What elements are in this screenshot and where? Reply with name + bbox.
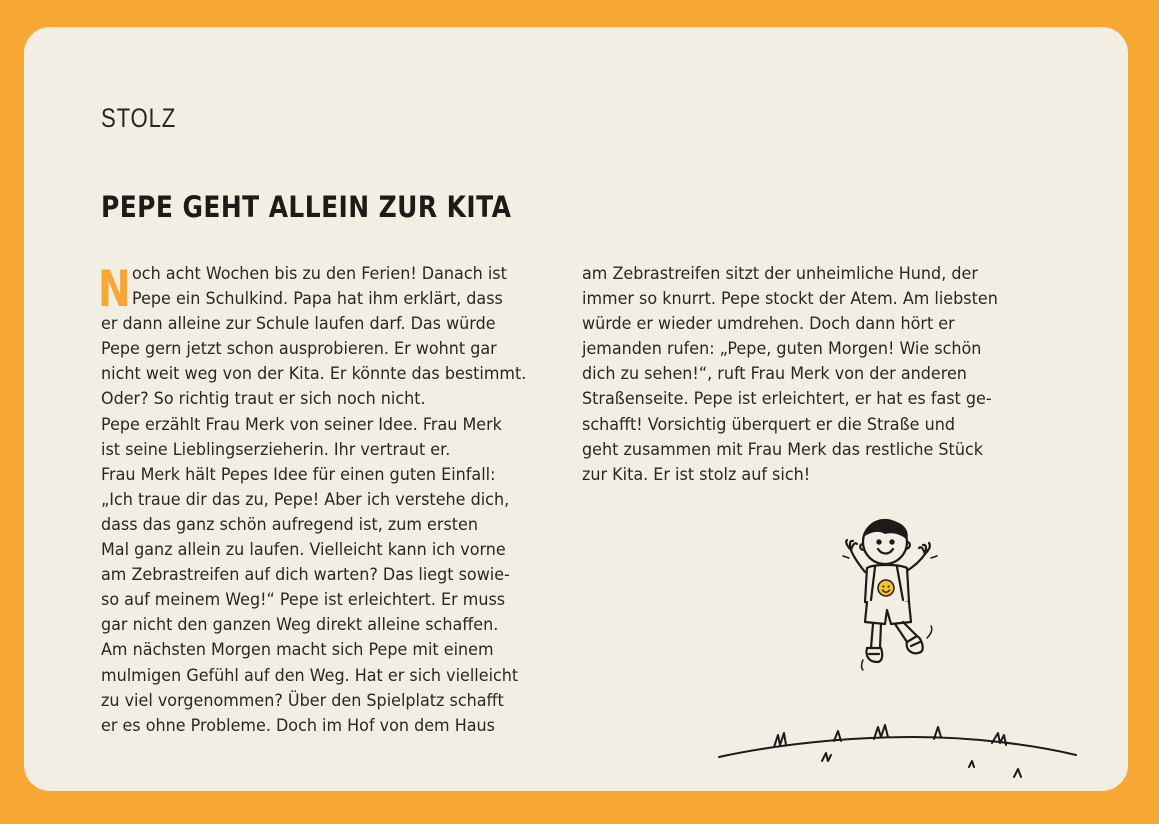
- text-line: immer so knurrt. Pepe stockt der Atem. Am liebsten: [582, 289, 998, 310]
- text-line: Oder? So richtig traut er sich noch nicht.: [101, 389, 426, 410]
- text-line: nicht weit weg von der Kita. Er könnte das bestimmt.: [101, 364, 527, 385]
- text-line: Pepe gern jetzt schon ausprobieren. Er wohnt gar: [101, 339, 497, 360]
- text-line: schafft! Vorsichtig überquert er die Straße und: [582, 414, 955, 435]
- drop-cap: N: [98, 260, 131, 318]
- text-line: am Zebrastreifen sitzt der unheimliche Hund, der: [582, 264, 978, 284]
- text-line: zu viel vorgenommen? Über den Spielplatz schafft: [101, 690, 504, 711]
- left-text-column: [101, 262, 571, 739]
- text-line: gar nicht den ganzen Weg direkt alleine schaffen.: [101, 615, 499, 636]
- text-line: och acht Wochen bis zu den Ferien! Danach ist: [132, 264, 507, 284]
- text-line: dass das ganz schön aufregend ist, zum ersten: [101, 514, 478, 535]
- category-label: STOLZ: [101, 103, 177, 133]
- text-line: Pepe erzählt Frau Merk von seiner Idee. Frau Merk: [101, 414, 502, 435]
- text-line: „Ich traue dir das zu, Pepe! Aber ich verstehe dich,: [101, 489, 510, 510]
- text-line: ist seine Lieblingserzieherin. Ihr vertraut er.: [101, 439, 451, 460]
- text-line: Pepe ein Schulkind. Papa hat ihm erklärt, dass: [132, 289, 503, 310]
- grass-ground-illustration: [714, 707, 1084, 787]
- text-line: er dann alleine zur Schule laufen darf. Das würde: [101, 314, 496, 335]
- text-line: Straßenseite. Pepe ist erleichtert, er hat es fast ge-: [582, 389, 992, 410]
- text-line: Frau Merk hält Pepes Idee für einen guten Einfall:: [101, 464, 496, 485]
- text-line: zur Kita. Er ist stolz auf sich!: [582, 464, 811, 485]
- text-line: er es ohne Probleme. Doch im Hof von dem Haus: [101, 715, 495, 736]
- right-text-column: [582, 262, 1052, 488]
- jumping-child-illustration: [829, 510, 949, 680]
- story-title: PEPE GEHT ALLEIN ZUR KITA: [101, 190, 512, 224]
- text-line: am Zebrastreifen auf dich warten? Das liegt sowie-: [101, 565, 510, 586]
- text-line: dich zu sehen!“, ruft Frau Merk von der anderen: [582, 364, 967, 385]
- text-line: geht zusammen mit Frau Merk das restliche Stück: [582, 439, 983, 460]
- text-line: so auf meinem Weg!“ Pepe ist erleichtert. Er muss: [101, 590, 506, 611]
- text-line: mulmigen Gefühl auf den Weg. Hat er sich vielleicht: [101, 665, 519, 686]
- text-line: Mal ganz allein zu laufen. Vielleicht kann ich vorne: [101, 540, 506, 561]
- text-line: würde er wieder umdrehen. Doch dann hört er: [582, 314, 955, 335]
- story-card: [24, 27, 1128, 791]
- text-line: jemanden rufen: „Pepe, guten Morgen! Wie schön: [582, 339, 982, 360]
- text-line: Am nächsten Morgen macht sich Pepe mit einem: [101, 640, 494, 661]
